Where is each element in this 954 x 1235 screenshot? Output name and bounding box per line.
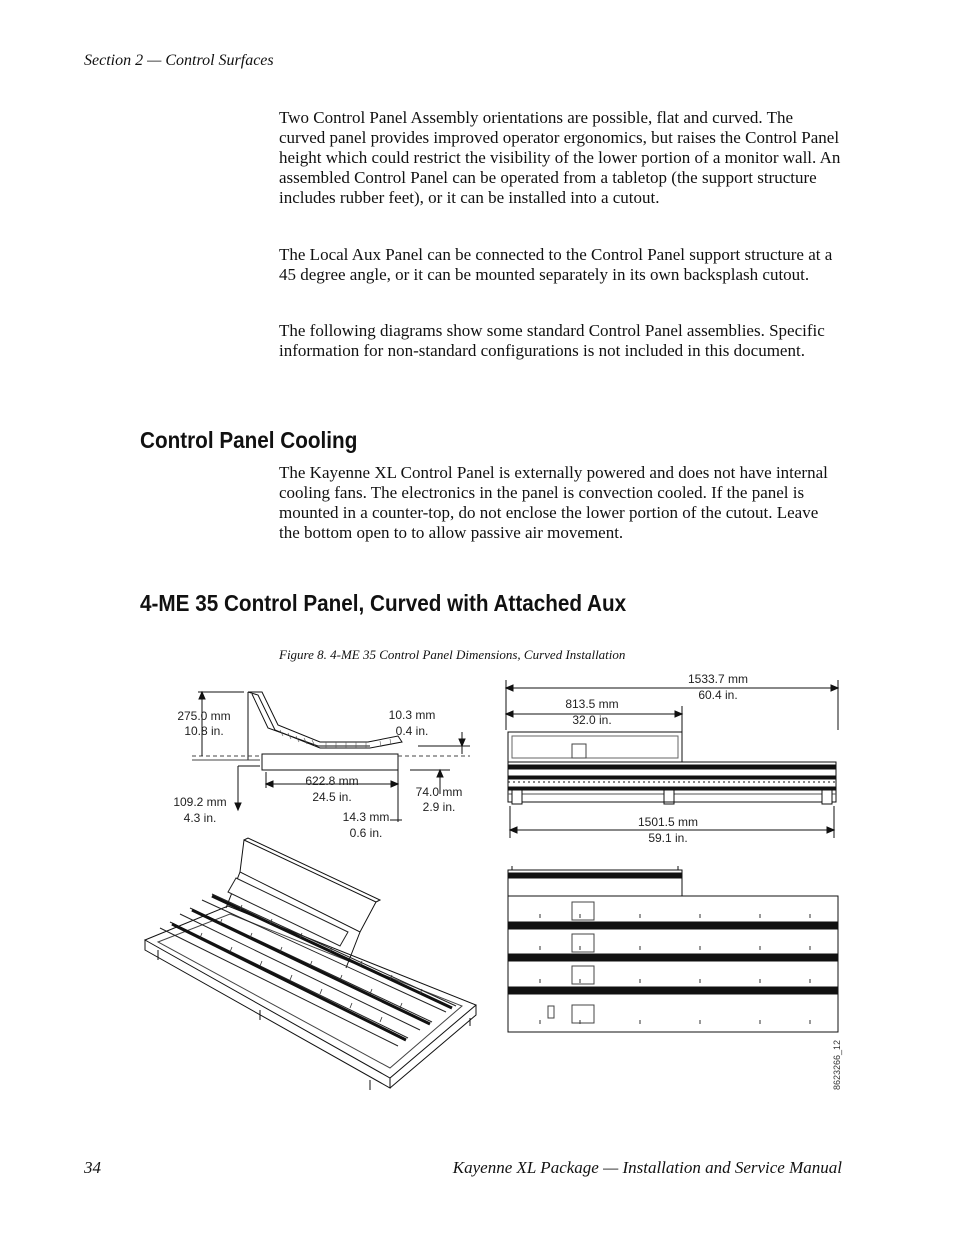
manual-title: Kayenne XL Package — Installation and Service Manual	[452, 1158, 842, 1177]
page-number: 34	[84, 1158, 101, 1177]
running-header: Section 2 — Control Surfaces	[84, 52, 274, 69]
intro-paragraph: Two Control Panel Assembly orientations are possible, flat and curved. The curved panel provides improved operator ergonomics, but raises the Control Panel height which could restrict the visibility of the lower portion of a monitor wall. An assembled Control Panel can be operated from a tabletop (the support structure includes rubber feet), or it can be installed into a cutout.	[279, 108, 841, 207]
diagrams-paragraph: The following diagrams show some standard Control Panel assemblies. Specific information for non-standard configurations is not included in this document.	[279, 321, 825, 360]
drawing-id: 8623266_12	[832, 1039, 842, 1090]
dim-1533-in: 60.4 in.	[698, 688, 738, 702]
isometric-drawing	[145, 838, 476, 1090]
dim-1501-in: 59.1 in.	[648, 831, 688, 845]
cooling-heading: Control Panel Cooling	[140, 427, 358, 453]
dim-10-mm: 10.3 mm	[388, 708, 436, 722]
top-plan-drawing	[508, 866, 838, 1032]
dim-275-mm: 275.0 mm	[177, 709, 231, 723]
dim-622-mm: 622.8 mm	[305, 774, 359, 788]
dim-109-in: 4.3 in.	[183, 811, 217, 825]
dim-14-mm: 14.3 mm	[342, 810, 390, 824]
dim-14-in: 0.6 in.	[349, 826, 383, 840]
dim-813-in: 32.0 in.	[572, 713, 612, 727]
dim-1501-mm: 1501.5 mm	[637, 815, 699, 829]
figure-caption: Figure 8. 4-ME 35 Control Panel Dimensions, Curved Installation	[279, 647, 626, 662]
dim-10-in: 0.4 in.	[395, 724, 429, 738]
dim-109-mm: 109.2 mm	[173, 795, 227, 809]
aux-panel-paragraph: The Local Aux Panel can be connected to the Control Panel support structure at a 45 degree angle, or it can be mounted separately in its own backsplash cutout.	[279, 245, 833, 284]
dim-1533-mm: 1533.7 mm	[687, 672, 749, 686]
dimension-figure	[140, 670, 852, 1120]
dim-74-mm: 74.0 mm	[415, 785, 463, 799]
cooling-paragraph: The Kayenne XL Control Panel is externally powered and does not have internal cooling fans. The electronics in the panel is convection cooled. If the panel is mounted in a counter-top, do not enclose the lower portion of the cutout. Leave the bottom open to to allow passive air movement.	[279, 463, 828, 542]
dim-74-in: 2.9 in.	[422, 800, 456, 814]
dim-813-mm: 813.5 mm	[565, 697, 619, 711]
section-heading: 4-ME 35 Control Panel, Curved with Attached Aux	[140, 590, 627, 616]
dim-622-in: 24.5 in.	[312, 790, 352, 804]
dim-275-in: 10.8 in.	[184, 724, 224, 738]
